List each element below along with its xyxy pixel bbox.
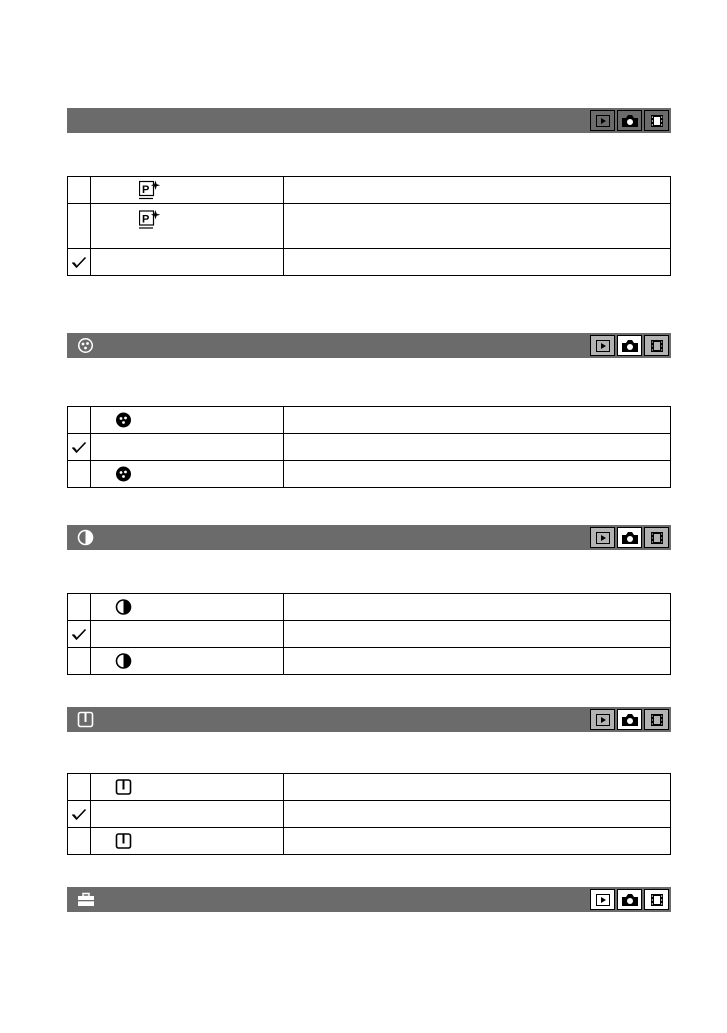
option-name-cell	[91, 461, 284, 488]
option-name-cell	[91, 621, 284, 648]
checkmark-icon	[71, 628, 87, 641]
options-table-4	[67, 773, 671, 855]
mode-icons	[588, 709, 669, 730]
playback-mode-box	[590, 527, 615, 548]
check-cell	[68, 828, 91, 855]
table-row[interactable]	[68, 828, 671, 855]
option-desc-cell	[284, 648, 671, 675]
playback-icon	[596, 894, 610, 906]
table-row[interactable]	[68, 177, 671, 204]
program-plus-icon	[139, 181, 161, 200]
sharpness-icon	[115, 779, 132, 796]
check-cell	[68, 648, 91, 675]
checkmark-icon	[71, 256, 87, 269]
option-desc-cell	[284, 434, 671, 461]
check-cell	[68, 594, 91, 621]
check-cell	[68, 434, 91, 461]
check-cell	[68, 204, 91, 249]
toolbox-icon	[77, 891, 94, 908]
movie-icon	[650, 713, 664, 727]
movie-mode-box	[644, 527, 669, 548]
camera-mode-box	[617, 889, 642, 910]
table-row[interactable]	[68, 594, 671, 621]
check-cell	[68, 801, 91, 828]
svg-text:P: P	[142, 213, 150, 226]
camera-mode-box	[617, 110, 642, 131]
option-desc-cell	[284, 621, 671, 648]
check-cell	[68, 621, 91, 648]
section-bar-3	[67, 525, 671, 550]
camera-icon	[621, 114, 639, 128]
movie-icon	[650, 114, 664, 128]
movie-icon	[650, 531, 664, 545]
option-desc-cell	[284, 249, 671, 276]
option-desc-cell	[284, 774, 671, 801]
check-cell	[68, 177, 91, 204]
section-bar-2	[67, 333, 671, 358]
playback-icon	[596, 532, 610, 544]
option-name-cell	[91, 828, 284, 855]
camera-icon	[621, 893, 639, 907]
options-table-1	[67, 176, 671, 276]
movie-mode-box	[644, 110, 669, 131]
option-desc-cell	[284, 204, 671, 249]
saturation-icon	[115, 412, 132, 429]
mode-icons	[588, 335, 669, 356]
table-row[interactable]	[68, 648, 671, 675]
options-table-2	[67, 406, 671, 488]
playback-mode-box	[590, 110, 615, 131]
option-desc-cell	[284, 407, 671, 434]
mode-icons	[588, 110, 669, 131]
table-row[interactable]	[68, 434, 671, 461]
check-cell	[68, 774, 91, 801]
playback-mode-box	[590, 709, 615, 730]
playback-icon	[596, 714, 610, 726]
option-name-cell	[91, 204, 284, 249]
option-name-cell	[91, 801, 284, 828]
section-bar-4	[67, 707, 671, 732]
table-row[interactable]	[68, 204, 671, 249]
movie-mode-box	[644, 709, 669, 730]
contrast-icon	[115, 653, 132, 670]
camera-mode-box	[617, 335, 642, 356]
option-desc-cell	[284, 828, 671, 855]
option-desc-cell	[284, 594, 671, 621]
svg-text:P: P	[142, 184, 150, 196]
option-name-cell	[91, 407, 284, 434]
mode-icons	[588, 889, 669, 910]
playback-mode-box	[590, 889, 615, 910]
movie-mode-box	[644, 335, 669, 356]
contrast-icon	[115, 599, 132, 616]
option-name-cell	[91, 774, 284, 801]
movie-mode-box	[644, 889, 669, 910]
saturation-icon	[115, 466, 132, 483]
option-desc-cell	[284, 461, 671, 488]
movie-icon	[650, 893, 664, 907]
option-name-cell	[91, 648, 284, 675]
camera-icon	[621, 339, 639, 353]
options-table-3	[67, 593, 671, 675]
check-cell	[68, 461, 91, 488]
camera-mode-box	[617, 709, 642, 730]
sharpness-icon	[77, 711, 94, 728]
checkmark-icon	[71, 808, 87, 821]
section-bar-5	[67, 887, 671, 912]
table-row[interactable]	[68, 621, 671, 648]
table-row[interactable]	[68, 407, 671, 434]
option-name-cell	[91, 594, 284, 621]
mode-icons	[588, 527, 669, 548]
camera-icon	[621, 713, 639, 727]
option-desc-cell	[284, 801, 671, 828]
table-row[interactable]	[68, 249, 671, 276]
option-name-cell	[91, 434, 284, 461]
option-name-cell	[91, 177, 284, 204]
table-row[interactable]	[68, 774, 671, 801]
section-bar-1	[67, 108, 671, 133]
playback-icon	[596, 340, 610, 352]
check-cell	[68, 407, 91, 434]
movie-icon	[650, 339, 664, 353]
option-desc-cell	[284, 177, 671, 204]
option-name-cell	[91, 249, 284, 276]
camera-icon	[621, 531, 639, 545]
playback-icon	[596, 115, 610, 127]
playback-mode-box	[590, 335, 615, 356]
contrast-icon	[77, 529, 94, 546]
camera-mode-box	[617, 527, 642, 548]
program-plus-icon	[139, 210, 161, 229]
table-row[interactable]	[68, 801, 671, 828]
sharpness-icon	[115, 833, 132, 850]
check-cell	[68, 249, 91, 276]
table-row[interactable]	[68, 461, 671, 488]
saturation-icon	[77, 337, 94, 354]
checkmark-icon	[71, 441, 87, 454]
